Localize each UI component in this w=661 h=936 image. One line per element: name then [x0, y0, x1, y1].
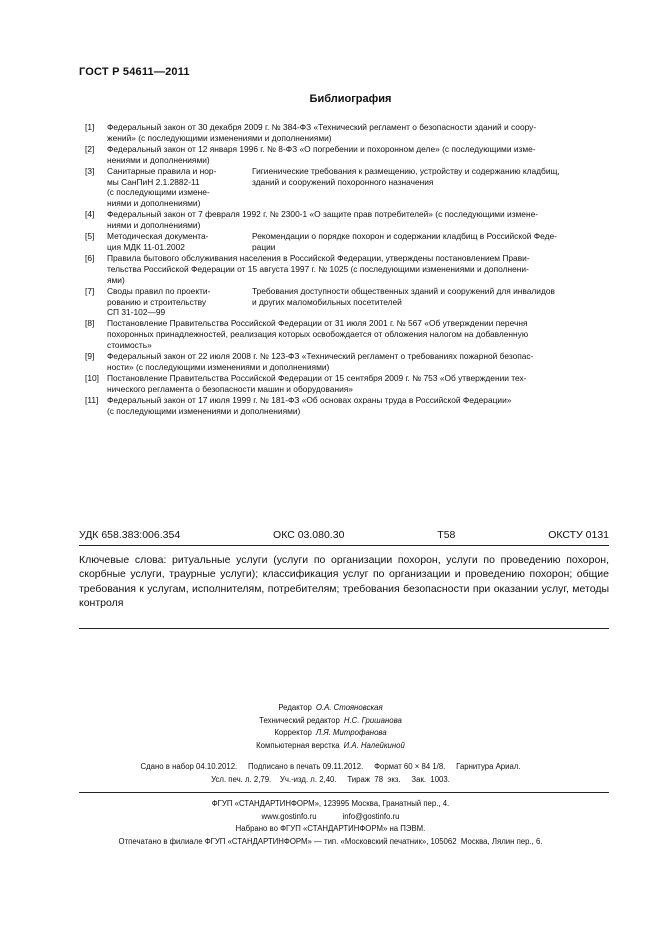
- bibliography-item: [85, 231, 605, 253]
- bibliography-description-line: рации: [252, 241, 276, 252]
- bibliography-line: Федеральный закон от 12 января 1996 г. № 8-ФЗ «О погребении и похоронном деле» (с последующими изме-: [107, 143, 536, 154]
- bibliography-item-number: [2]: [85, 143, 95, 154]
- bibliography-item-number: [3]: [85, 165, 95, 176]
- bibliography-source-line: мы СанПиН 2.1.2882-11: [107, 176, 200, 187]
- bibliography-item: [85, 122, 605, 144]
- bibliography-source-line: (с последующими измене-: [107, 187, 210, 198]
- bibliography-item-number: [5]: [85, 231, 95, 242]
- footer-line: Набрано во ФГУП «СТАНДАРТИНФОРМ» на ПЭВМ.: [235, 824, 426, 833]
- t-code: Т58: [437, 529, 456, 541]
- bibliography-title-text: Библиография: [309, 93, 392, 105]
- bibliography-item-number: [10]: [85, 372, 99, 383]
- footer-line: Отпечатано в филиале ФГУП «СТАНДАРТИНФОРМ» — тип. «Московский печатник», 105062 Москва, Лялин пер., 6.: [118, 836, 543, 846]
- bibliography-source: [107, 286, 252, 319]
- bibliography-description-line: Рекомендации о порядке похорон и содержании кладбищ в Российской Феде-: [252, 231, 557, 242]
- bibliography-item-text: [107, 318, 605, 351]
- bibliography-description-line: зданий и сооружений похоронного назначения: [252, 176, 434, 187]
- bibliography-item: [85, 253, 605, 286]
- bibliography-item-number: [4]: [85, 209, 95, 220]
- bibliography-item-text: [107, 351, 605, 373]
- bibliography-item-text: [107, 209, 605, 231]
- bibliography-title: [0, 93, 661, 105]
- imprint-block: [0, 702, 661, 752]
- imprint-name: Н.С. Гришанова: [343, 715, 402, 725]
- imprint-label: Технический редактор: [259, 715, 340, 725]
- bibliography-line: Правила бытового обслуживания населения в Российской Федерации, утверждены постановлением Прави-: [107, 252, 530, 263]
- bibliography-item: [85, 144, 605, 166]
- bibliography-item-number: [11]: [85, 394, 99, 405]
- bibliography-line: ниями и дополнениями): [107, 220, 201, 231]
- bibliography-item-number: [8]: [85, 318, 95, 329]
- divider-bottom: [79, 628, 609, 629]
- bibliography-line: нического регламента о безопасности машин и оборудования»: [107, 383, 353, 394]
- bibliography-item-text: [107, 122, 605, 144]
- bibliography-item: [85, 318, 605, 351]
- bibliography-line: Федеральный закон от 7 февраля 1992 г. № 2300-1 «О защите прав потребителей» (с последующими измене-: [107, 209, 539, 220]
- bibliography-item-text: [107, 144, 605, 166]
- bibliography-item-text: [107, 166, 605, 210]
- bibliography-list: [85, 122, 605, 416]
- footer-line: www.gostinfo.ru info@gostinfo.ru: [261, 811, 400, 821]
- publication-info: [0, 760, 661, 786]
- bibliography-description-line: Требования доступности общественных зданий и сооружений для инвалидов: [252, 285, 555, 296]
- bibliography-line: жений» (с последующими изменениями и дополнениями): [107, 132, 332, 143]
- bibliography-item-number: [6]: [85, 252, 95, 263]
- bibliography-item-text: [107, 286, 605, 319]
- imprint-label: Корректор: [274, 728, 312, 737]
- footer-line: ФГУП «СТАНДАРТИНФОРМ», 123995 Москва, Гранатный пер., 4.: [211, 799, 450, 808]
- divider-top: [79, 545, 609, 546]
- udk-code: УДК 658.383:006.354: [79, 529, 181, 541]
- bibliography-line: Постановление Правительства Российской Федерации от 15 сентября 2009 г. № 753 «Об утверждении тех-: [107, 372, 527, 383]
- keywords-paragraph: Ключевые слова: ритуальные услуги (услуги по организации похорон, услуги по проведению похорон, скорбные услуги, траурные услуги); классификация услуг по организации и проведению похорон; общие требования к услугам, исполнителям, потребителям; требования безопасности при оказании услуг, методы контроля: [79, 554, 609, 610]
- bibliography-source: [107, 166, 252, 210]
- bibliography-source-line: Своды правил по проекти-: [107, 285, 211, 296]
- imprint-line: [0, 715, 661, 728]
- imprint-line: [0, 740, 661, 753]
- publisher-footer: [0, 798, 661, 848]
- bibliography-line: Федеральный закон от 22 июля 2008 г. № 123-ФЗ «Технический регламент о требованиях пожарной безопас-: [107, 351, 534, 362]
- bibliography-line: ями): [107, 274, 125, 285]
- bibliography-source-line: СП 31-102—99: [107, 307, 166, 318]
- bibliography-source-line: рованию и строительству: [107, 296, 207, 307]
- bibliography-line: (с последующими изменениями и дополнениями): [107, 405, 301, 416]
- publication-line: Усл. печ. л. 2,79. Уч.-изд. л. 2,40. Тираж 78 экз. Зак. 1003.: [211, 775, 450, 784]
- bibliography-line: Федеральный закон от 17 июля 1999 г. № 181-ФЗ «Об основах охраны труда в Российской Федерации»: [107, 394, 512, 405]
- imprint-label: Компьютерная верстка: [256, 740, 340, 750]
- bibliography-source-line: ция МДК 11-01.2002: [107, 241, 185, 252]
- bibliography-source-line: Методическая документа-: [107, 231, 209, 242]
- bibliography-description-line: и других маломобильных посетителей: [252, 296, 402, 307]
- imprint-name: Л.Я. Митрофанова: [315, 728, 387, 737]
- imprint-line: [0, 727, 661, 740]
- bibliography-item-number: [7]: [85, 285, 95, 296]
- bibliography-item-text: [107, 373, 605, 395]
- imprint-name: И.А. Налейкиной: [343, 740, 405, 750]
- bibliography-source: [107, 231, 252, 253]
- bibliography-item: [85, 395, 605, 417]
- publication-line: Сдано в набор 04.10.2012. Подписано в печать 09.11.2012. Формат 60 × 84 1/8. Гарнитура Ариал.: [140, 762, 521, 771]
- imprint-name: О.А. Стояновская: [315, 703, 383, 712]
- bibliography-item: [85, 166, 605, 210]
- bibliography-item: [85, 209, 605, 231]
- bibliography-item: [85, 373, 605, 395]
- bibliography-description: [252, 231, 605, 253]
- bibliography-line: похоронных принадлежностей, реализация которых освобождается от обложения налогом на добавленную: [107, 329, 529, 340]
- bibliography-source-line: ниями и дополнениями): [107, 198, 201, 209]
- okstu-code: ОКСТУ 0131: [548, 529, 609, 541]
- bibliography-line: ности» (с последующими изменениями и дополнениями): [107, 361, 330, 372]
- divider-footer: [79, 792, 609, 793]
- bibliography-description: [252, 286, 605, 319]
- bibliography-item-number: [9]: [85, 351, 95, 362]
- oks-code: ОКС 03.080.30: [273, 529, 345, 541]
- bibliography-item: [85, 351, 605, 373]
- imprint-line: [0, 702, 661, 715]
- bibliography-item-text: [107, 395, 605, 417]
- bibliography-item: [85, 286, 605, 319]
- bibliography-line: тельства Российской Федерации от 15 августа 1997 г. № 1025 (с последующими изменениями и дополнени-: [107, 263, 529, 274]
- imprint-label: Редактор: [278, 703, 312, 712]
- bibliography-item-text: [107, 231, 605, 253]
- bibliography-source-line: Санитарные правила и нор-: [107, 165, 217, 176]
- bibliography-line: Федеральный закон от 30 декабря 2009 г. № 384-ФЗ «Технический регламент о безопасности зданий и соору-: [107, 122, 537, 132]
- bibliography-line: нениями и дополнениями): [107, 154, 210, 165]
- bibliography-description: [252, 166, 605, 210]
- bibliography-line: Постановление Правительства Российской Федерации от 31 июля 2001 г. № 567 «Об утверждении перечня: [107, 318, 528, 329]
- bibliography-line: стоимость»: [107, 340, 152, 351]
- bibliography-description-line: Гигиенические требования к размещению, устройству и содержанию кладбищ,: [252, 165, 560, 176]
- bibliography-item-number: [1]: [85, 122, 95, 132]
- document-code: ГОСТ Р 54611—2011: [79, 66, 190, 78]
- bibliography-item-text: [107, 253, 605, 286]
- classification-codes: [79, 529, 609, 541]
